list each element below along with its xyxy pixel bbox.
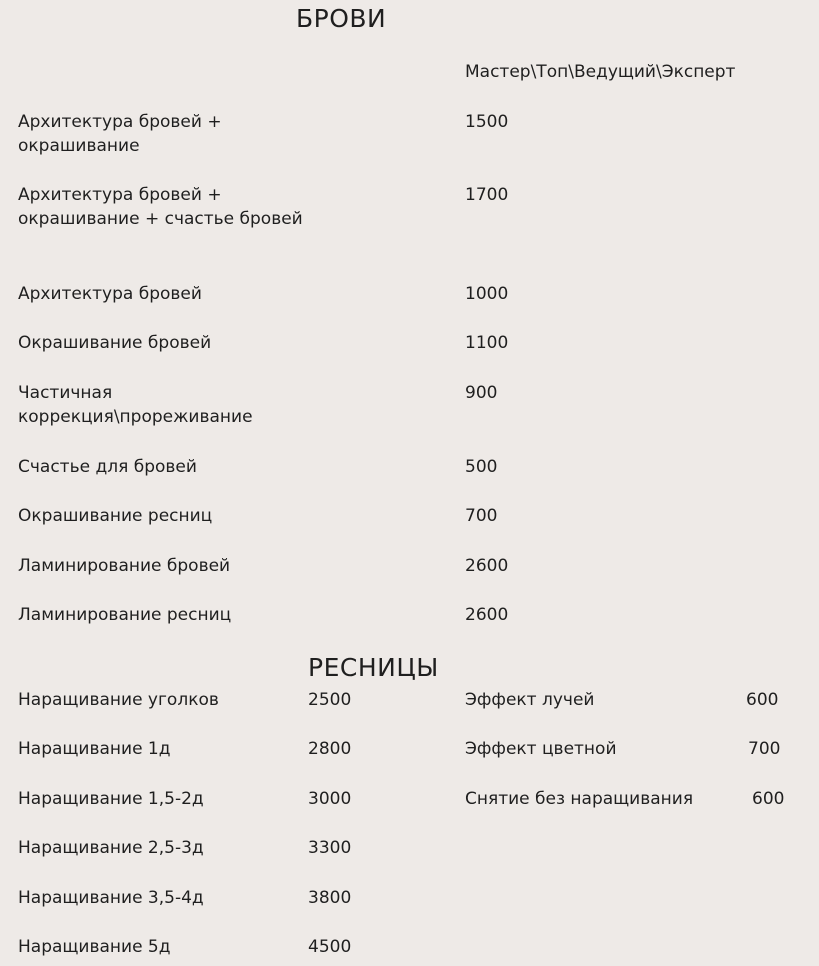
brows-section-title: БРОВИ (296, 4, 387, 33)
lashes-item-price: 4500 (308, 937, 352, 957)
lashes-extra-name: Снятие без наращивания (465, 789, 694, 809)
lashes-item-price: 3300 (308, 838, 352, 858)
lashes-item-price: 2800 (308, 739, 352, 759)
brows-item-name: Архитектура бровей + окрашивание + счастье бровей (18, 185, 303, 229)
brows-item-name: Счастье для бровей (18, 457, 197, 477)
lashes-item-name: Наращивание уголков (18, 690, 219, 710)
lashes-item-price: 3000 (308, 789, 352, 809)
brows-item-price: 500 (465, 457, 498, 477)
brows-item-name: Окрашивание ресниц (18, 506, 213, 526)
brows-item-price: 1500 (465, 112, 509, 132)
lashes-section-title: РЕСНИЦЫ (308, 653, 439, 682)
brows-item-name: Ламинирование бровей (18, 556, 231, 576)
brows-item-name: Архитектура бровей (18, 284, 202, 304)
brows-item-price: 1100 (465, 333, 509, 353)
lashes-item-name: Наращивание 1,5-2д (18, 789, 204, 809)
lashes-item-name: Наращивание 5д (18, 937, 171, 957)
brows-item-price: 1700 (465, 185, 509, 205)
brows-item-name: Архитектура бровей + окрашивание (18, 112, 222, 156)
brows-item-price: 700 (465, 506, 498, 526)
lashes-item-price: 2500 (308, 690, 352, 710)
lashes-extra-price: 600 (752, 789, 785, 809)
brows-item-name: Ламинирование ресниц (18, 605, 232, 625)
lashes-item-price: 3800 (308, 888, 352, 908)
lashes-extra-name: Эффект лучей (465, 690, 595, 710)
brows-item-name: Частичная коррекция\прореживание (18, 383, 253, 427)
lashes-extra-price: 700 (748, 739, 781, 759)
lashes-item-name: Наращивание 1д (18, 739, 171, 759)
brows-item-price: 1000 (465, 284, 509, 304)
lashes-extra-price: 600 (746, 690, 779, 710)
lashes-extra-name: Эффект цветной (465, 739, 617, 759)
brows-item-name: Окрашивание бровей (18, 333, 212, 353)
brows-item-price: 900 (465, 383, 498, 403)
lashes-item-name: Наращивание 3,5-4д (18, 888, 204, 908)
lashes-item-name: Наращивание 2,5-3д (18, 838, 204, 858)
brows-item-price: 2600 (465, 605, 509, 625)
brows-item-price: 2600 (465, 556, 509, 576)
price-column-header: Мастер\Топ\Ведущий\Эксперт (465, 62, 736, 82)
